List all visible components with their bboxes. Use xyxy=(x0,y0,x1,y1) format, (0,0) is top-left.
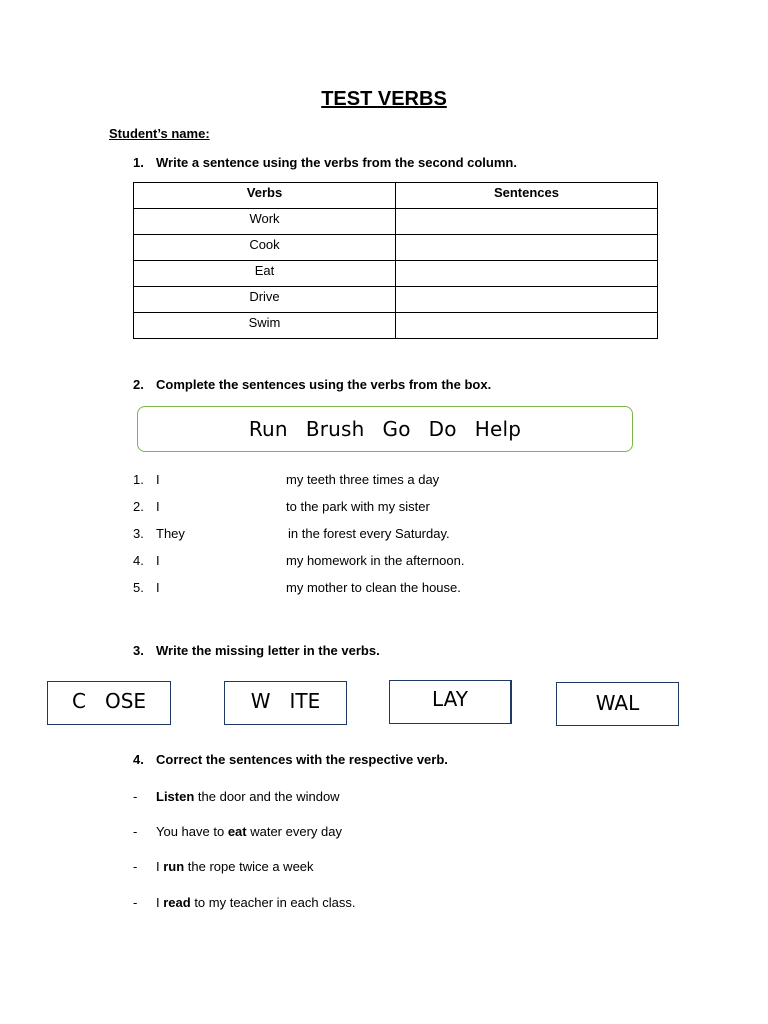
question-4-text: Correct the sentences with the respective verb. xyxy=(156,752,448,767)
missing-letter-box[interactable]: W ITE xyxy=(224,681,347,725)
wrong-verb: run xyxy=(163,859,185,874)
word-box xyxy=(137,406,633,452)
column-header-sentences: Sentences xyxy=(396,183,658,209)
page-title: TEST VERBS xyxy=(321,88,447,110)
verb-cell: Cook xyxy=(134,235,396,261)
sentence-cell[interactable] xyxy=(396,235,658,261)
bullet-dash: - xyxy=(133,789,138,804)
item-subject: I xyxy=(156,553,160,568)
item-subject: They xyxy=(156,526,185,541)
item-number: 4. xyxy=(133,553,144,568)
sentence-cell[interactable] xyxy=(396,287,658,313)
question-1-text: Write a sentence using the verbs from the second column. xyxy=(156,155,517,170)
verbs-table xyxy=(133,182,658,339)
question-number: 1. xyxy=(133,155,144,170)
item-subject: I xyxy=(156,580,160,595)
item-number: 3. xyxy=(133,526,144,541)
wrong-verb: read xyxy=(163,895,191,910)
sentence-cell[interactable] xyxy=(396,313,658,339)
verb-cell: Eat xyxy=(134,261,396,287)
list-item: I read to my teacher in each class. xyxy=(156,895,356,910)
wrong-verb: eat xyxy=(227,824,247,839)
item-rest: in the forest every Saturday. xyxy=(288,526,450,541)
student-name-label: Student’s name: xyxy=(109,126,210,141)
question-2-text: Complete the sentences using the verbs from the box. xyxy=(156,377,492,392)
table-row xyxy=(134,261,658,287)
question-number: 3. xyxy=(133,643,144,658)
item-number: 5. xyxy=(133,580,144,595)
table-row xyxy=(134,209,658,235)
verb-cell: Work xyxy=(134,209,396,235)
table-row xyxy=(134,235,658,261)
question-number: 4. xyxy=(133,752,144,767)
missing-letter-box[interactable]: C OSE xyxy=(47,681,171,725)
box-word: Help xyxy=(474,417,522,441)
missing-letter-box[interactable]: LAY xyxy=(389,680,512,724)
item-rest: to the park with my sister xyxy=(286,499,430,514)
bullet-dash: - xyxy=(133,824,138,839)
table-row xyxy=(134,287,658,313)
verb-cell: Swim xyxy=(134,313,396,339)
wrong-verb: Listen xyxy=(156,789,195,804)
question-number: 2. xyxy=(133,377,144,392)
bullet-dash: - xyxy=(133,895,138,910)
item-subject: I xyxy=(156,499,160,514)
sentence-cell[interactable] xyxy=(396,261,658,287)
bullet-dash: - xyxy=(133,859,138,874)
item-number: 1. xyxy=(133,472,144,487)
table-header-row xyxy=(134,183,658,209)
list-item: I run the rope twice a week xyxy=(156,859,314,874)
verb-cell: Drive xyxy=(134,287,396,313)
sentence-cell[interactable] xyxy=(396,209,658,235)
item-rest: my mother to clean the house. xyxy=(286,580,461,595)
item-number: 2. xyxy=(133,499,144,514)
list-item: Listen the door and the window xyxy=(156,789,340,804)
item-rest: my teeth three times a day xyxy=(286,472,440,487)
box-word: Do xyxy=(428,417,457,441)
table-row xyxy=(134,313,658,339)
question-3-text: Write the missing letter in the verbs. xyxy=(156,643,380,658)
box-word: Brush xyxy=(305,417,365,441)
item-subject: I xyxy=(156,472,160,487)
column-header-verbs: Verbs xyxy=(134,183,396,209)
missing-letter-box[interactable]: WAL xyxy=(556,682,679,726)
list-item: You have to eat water every day xyxy=(156,824,342,839)
box-word: Run xyxy=(248,417,288,441)
box-word: Go xyxy=(382,417,411,441)
item-rest: my homework in the afternoon. xyxy=(286,553,465,568)
